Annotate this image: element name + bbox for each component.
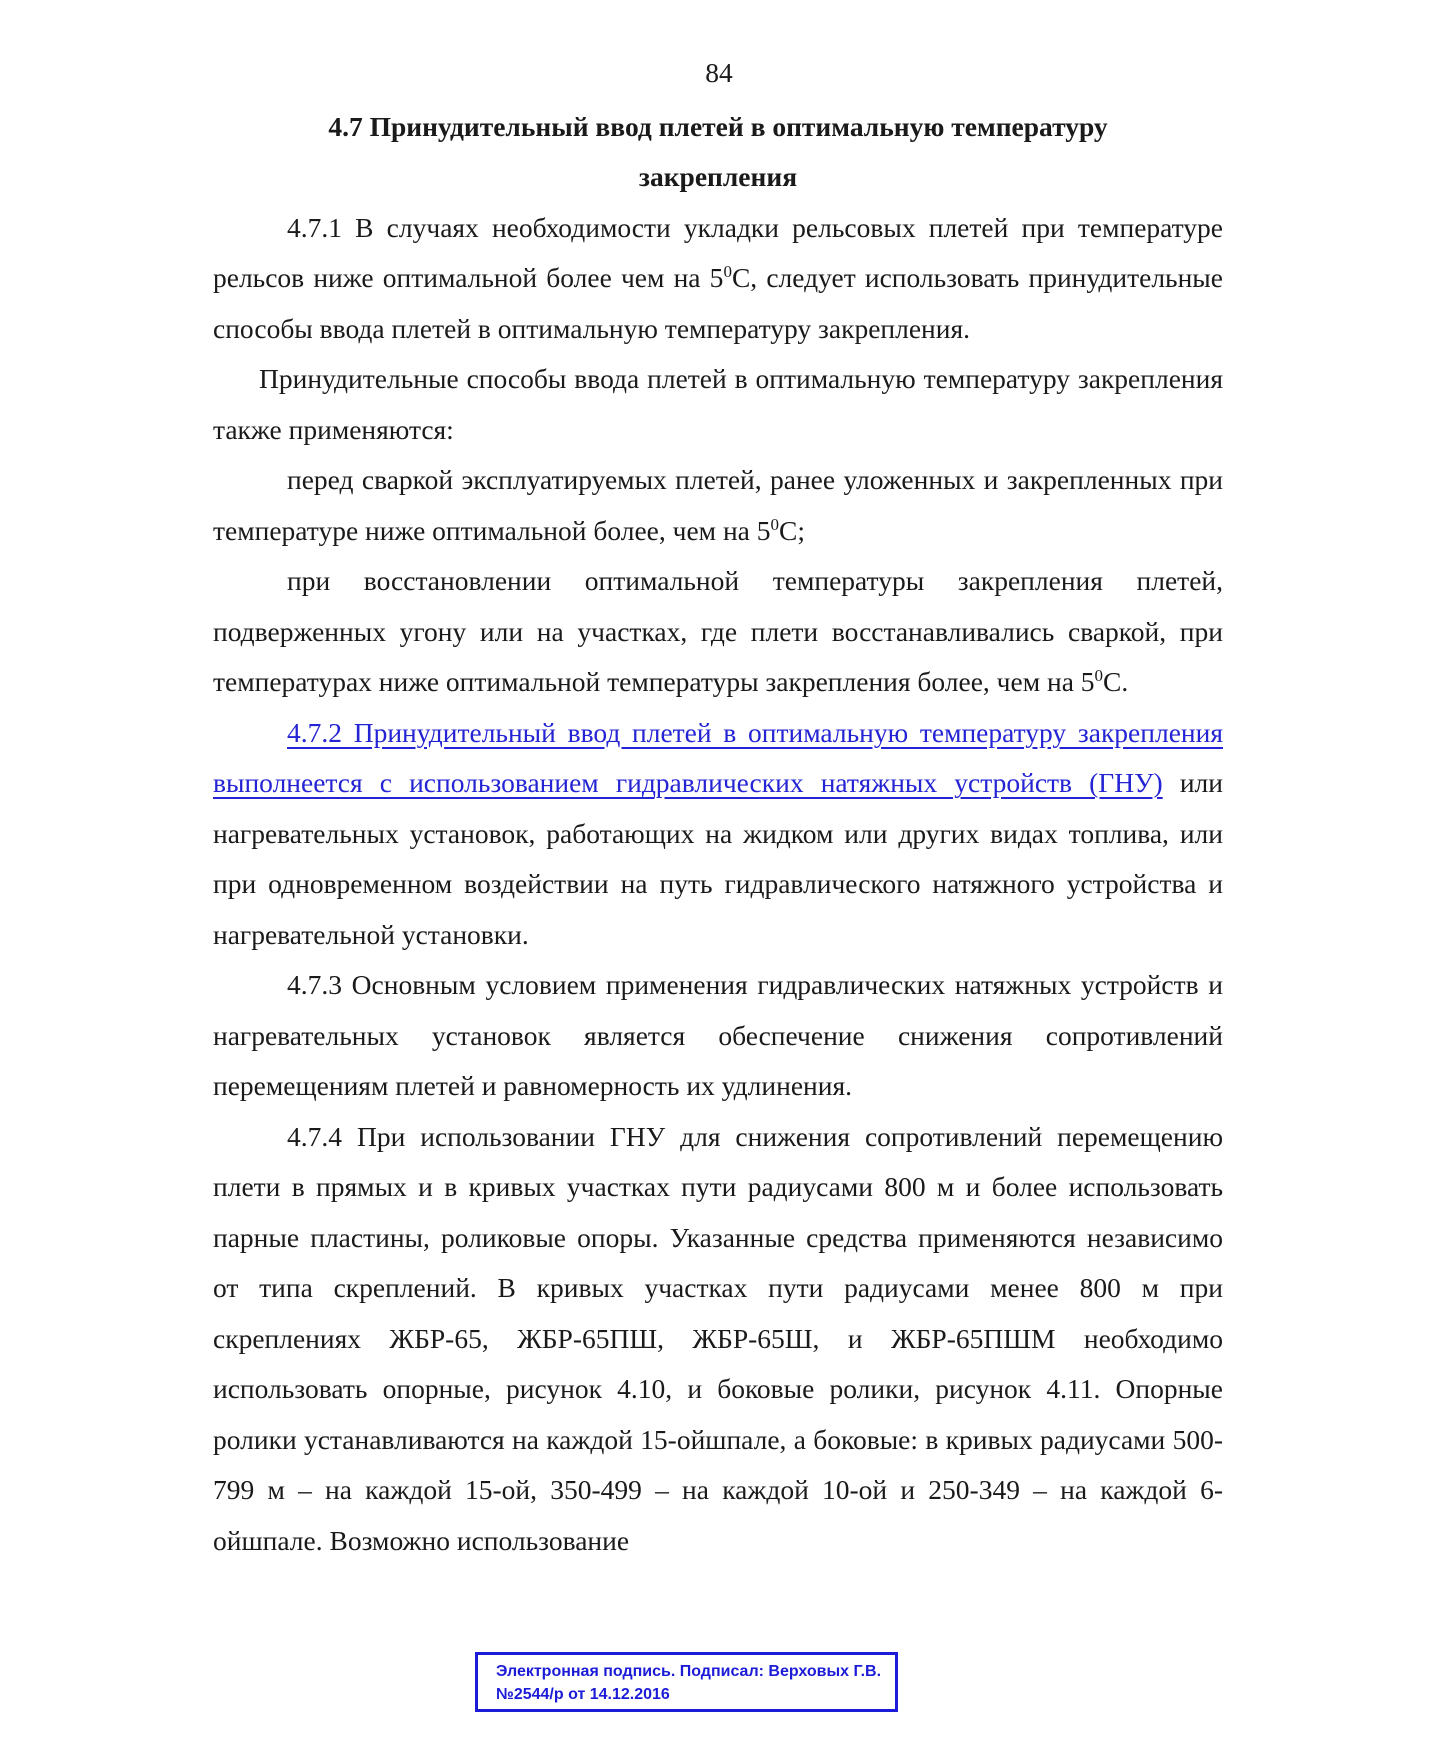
- section-heading: [213, 102, 1223, 203]
- paragraph-text: С.: [1103, 666, 1129, 697]
- paragraph-before-welding: [213, 455, 1223, 556]
- stamp-line-2: №2544/р от 14.12.2016: [496, 1686, 670, 1703]
- section-heading-line-1: 4.7 Принудительный ввод плетей в оптимальную температуру: [328, 110, 1108, 142]
- paragraph-4-7-3: 4.7.3 Основным условием применения гидравлических натяжных устройств и нагревательных установок является обеспечение снижения сопротивлений перемещениям плетей и равномерность их удлинения.: [213, 969, 1223, 1101]
- superscript: 0: [723, 261, 732, 281]
- page-number: 84: [705, 57, 733, 88]
- paragraph-text: или нагревательных установок, работающих на жидком или других видах топлива, или при одновременном воздействии на путь гидравлического натяжного устройства и нагревательной установки.: [213, 767, 1223, 950]
- paragraph-text: С;: [779, 514, 805, 546]
- stamp-line-1: Электронная подпись. Подписал: Верховых Г.В.: [496, 1663, 882, 1680]
- paragraph-restoration: [213, 556, 1223, 708]
- paragraph-text: 4.7.1 В случаях необходимости укладки рельсовых плетей при температуре рельсов ниже оптимальной более чем на 5: [213, 211, 1223, 293]
- electronic-signature-stamp: [475, 1652, 898, 1712]
- section-heading-line-2: закрепления: [638, 161, 798, 192]
- paragraph-4-7-4: 4.7.4 При использовании ГНУ для снижения сопротивлений перемещению плети в прямых и в кривых участках пути радиусами 800 м и более использовать парные пластины, роликовые опоры. Указанные средства применяются независимо от типа скреплений. В кривых участках пути радиусами менее 800 м при скреплениях ЖБР-65, ЖБР-65ПШ, ЖБР-65Ш, и ЖБР-65ПШМ необходимо использовать опорные, рисунок 4.10, и боковые ролики, рисунок 4.11. Опорные ролики устанавливаются на каждой 15-ойшпале, а боковые: в кривых радиусами 500-799 м – на каждой 15-ой, 350-499 – на каждой 10-ой и 250-349 – на каждой 6-ойшпале. Возможно использование: [213, 1120, 1223, 1556]
- document-page: [213, 48, 1223, 1566]
- paragraph-text: при восстановлении оптимальной температуры закрепления плетей, подверженных угону или на участках, где плети восстанавливались сваркой, при температурах ниже оптимальной температуры закрепления более, чем на 5: [213, 565, 1223, 697]
- superscript: 0: [770, 514, 779, 534]
- superscript: 0: [1094, 665, 1104, 685]
- paragraph-4-7-2: [213, 708, 1223, 961]
- paragraph-forced-methods: Принудительные способы ввода плетей в оптимальную температуру закрепления также применяются:: [213, 363, 1223, 445]
- paragraph-text: перед сваркой эксплуатируемых плетей, ранее уложенных и закрепленных при температуре ниже оптимальной более, чем на 5: [213, 464, 1223, 546]
- paragraph-text: С, следует использовать принудительные способы ввода плетей в оптимальную температуру закрепления.: [213, 262, 1223, 344]
- hyperlink-4-7-2[interactable]: 4.7.2 Принудительный ввод плетей в оптимальную температуру закрепления выполнеется с использованием гидравлических натяжных устройств (ГНУ): [213, 716, 1223, 798]
- paragraph-4-7-1: [213, 203, 1223, 355]
